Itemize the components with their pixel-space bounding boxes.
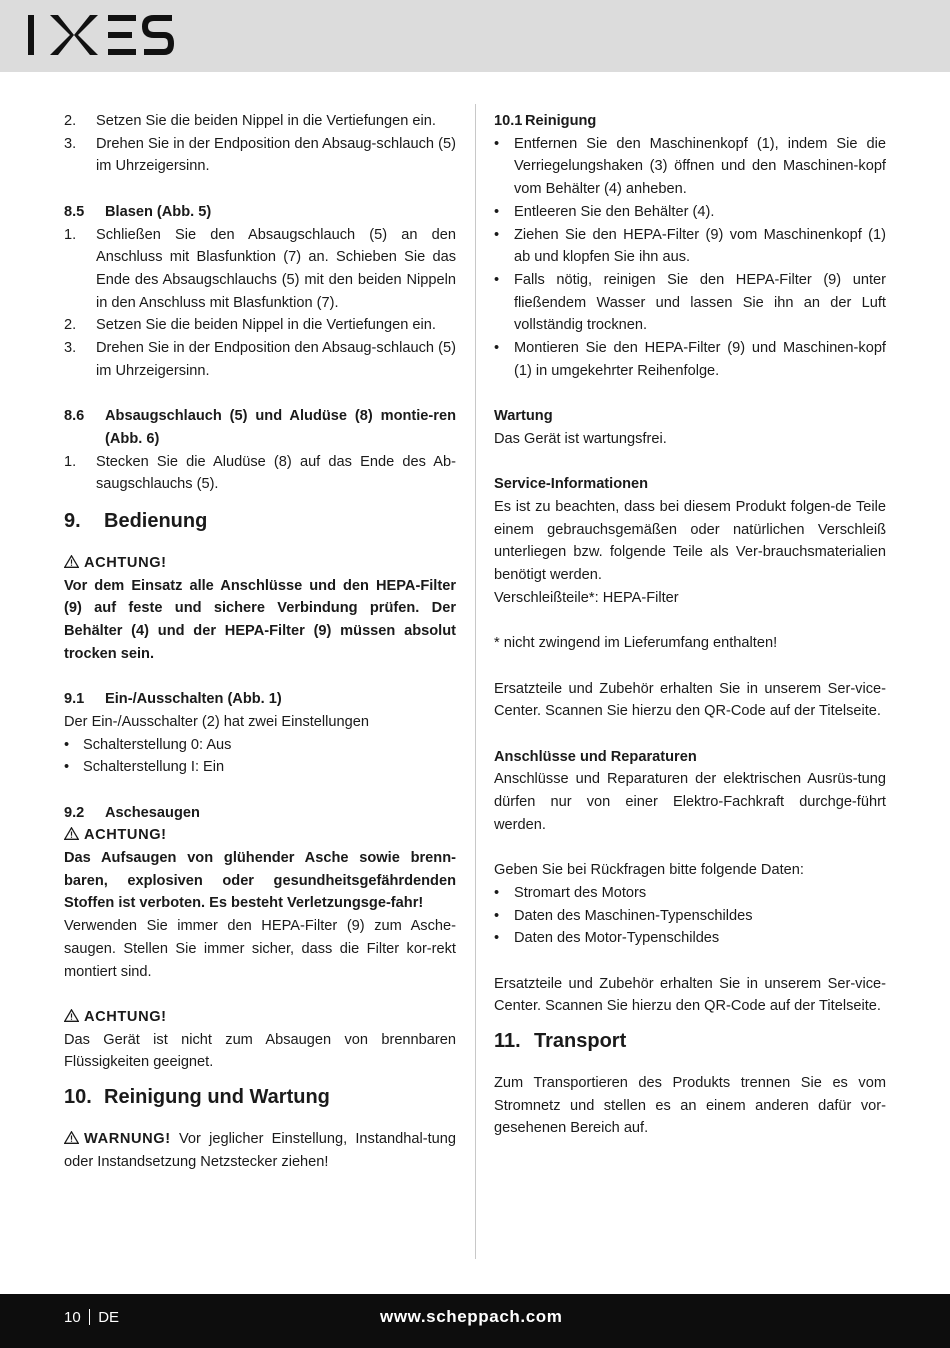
bullet-text: Entfernen Sie den Maschinenkopf (1), indem Sie die Verriegelungshaken (3) öffnen und den Maschinen-kopf vom Behälter (4) anheben. — [514, 135, 886, 198]
section-heading-8-5 — [64, 201, 456, 224]
page-footer — [0, 1294, 950, 1348]
list-item: • Ziehen Sie den HEPA-Filter (9) vom Maschinenkopf (1) ab und klopfen Sie ihn aus. — [494, 224, 886, 269]
footer-separator — [89, 1309, 91, 1325]
section-number: 8.6 — [64, 408, 85, 425]
step-number: 3. — [64, 135, 77, 152]
section-title: Aschesaugen — [105, 804, 200, 821]
warning-text: Das Aufsaugen von glühender Asche sowie brenn-baren, explosiven oder gesundheitsgefährdenden Stoffen ist verboten. Es besteht Verletzungsge-fahr! — [64, 850, 456, 912]
section-heading-10-1 — [494, 110, 886, 133]
chapter-title: Bedienung — [104, 509, 208, 532]
paragraph: Zum Transportieren des Produkts trennen Sie es vom Stromnetz und stellen es an einem anderen dafür vor-gesehenen Bereich auf. — [494, 1075, 886, 1137]
list-item: • Daten des Motor-Typenschildes — [494, 927, 886, 950]
list-item: • Falls nötig, reinigen Sie den HEPA-Filter (9) unter fließendem Wasser und lassen Sie ihn an der Luft vollständig trocknen. — [494, 269, 886, 337]
list-item — [64, 224, 456, 315]
list-item: • Entfernen Sie den Maschinenkopf (1), indem Sie die Verriegelungshaken (3) öffnen und den Maschinen-kopf vom Behälter (4) anheben. — [494, 133, 886, 201]
warning-label — [64, 824, 456, 847]
step-number: 2. — [64, 113, 77, 129]
paragraph: Anschlüsse und Reparaturen der elektrischen Ausrüs-tung dürfen nur von einer Elektro-Fachkraft durchge-führt werden. — [494, 771, 886, 833]
section-heading-9-1 — [64, 688, 456, 711]
step-text: Setzen Sie die beiden Nippel in die Vertiefungen ein. — [96, 113, 436, 129]
bullet-text: Montieren Sie den HEPA-Filter (9) und Maschinen-kopf (1) in umgekehrter Reihenfolge. — [514, 340, 886, 379]
step-text: Drehen Sie in der Endposition den Absaug-schlauch (5) im Uhrzeigersinn. — [96, 340, 456, 379]
bullet-text: Schalterstellung I: Ein — [83, 759, 225, 776]
page-number-value: 10 — [64, 1309, 81, 1326]
warning-text: Vor jeglicher Einstellung, Instandhal-tung oder Instandsetzung Netzstecker ziehen! — [64, 1131, 456, 1170]
warning-label — [64, 1006, 456, 1029]
step-text: Stecken Sie die Aludüse (8) auf das Ende des Ab-saugschlauchs (5). — [96, 453, 456, 493]
paragraph: Es ist zu beachten, dass bei diesem Produkt folgen-de Teile einem gebrauchsgemäßen oder natürlichen Verschleiß unterliegen bzw. folgende Teile als Ver-brauchsmaterialien benötigt werden. — [494, 498, 886, 584]
right-column — [494, 110, 886, 1140]
warning-triangle-icon — [64, 555, 79, 568]
warning-label-text: WARNUNG! — [84, 1131, 171, 1148]
list-item: • Schalterstellung 0: Aus — [64, 734, 456, 757]
bullet-text: Ziehen Sie den HEPA-Filter (9) vom Maschinenkopf (1) ab und klopfen Sie ihn aus. — [514, 226, 886, 266]
language-code: DE — [98, 1309, 120, 1326]
paragraph: Ersatzteile und Zubehör erhalten Sie in unserem Ser-vice-Center. Scannen Sie hierzu den QR-Code auf der Titelseite. — [494, 975, 886, 1015]
step-text: Setzen Sie die beiden Nippel in die Vertiefungen ein. — [96, 317, 436, 334]
section-title: Absaugschlauch (5) und Aludüse (8) montie-ren (Abb. 6) — [105, 408, 456, 447]
list-item: • Stromart des Motors — [494, 882, 886, 905]
paragraph: Ersatzteile und Zubehör erhalten Sie in unserem Ser-vice-Center. Scannen Sie hierzu den QR-Code auf der Titelseite. — [494, 680, 886, 720]
left-column — [64, 110, 456, 1173]
warning-triangle-icon — [64, 1009, 79, 1022]
bullet-text: Daten des Maschinen-Typenschildes — [514, 907, 753, 924]
section-title: Reinigung — [525, 113, 597, 129]
section-number: 8.5 — [64, 203, 85, 220]
bullet-text: Entleeren Sie den Behälter (4). — [514, 203, 715, 220]
chapter-heading-10 — [64, 1084, 456, 1110]
bullet-text: Schalterstellung 0: Aus — [83, 736, 232, 753]
footnote: * nicht zwingend im Lieferumfang enthalten! — [494, 635, 778, 652]
warning-label-text: ACHTUNG! — [84, 827, 167, 844]
step-number: 1. — [64, 453, 77, 470]
warning-label-text: ACHTUNG! — [84, 1008, 167, 1025]
list-item — [64, 110, 456, 133]
section-number: 9.1 — [64, 691, 85, 708]
list-item — [64, 314, 456, 337]
warning-text: Das Gerät ist nicht zum Absaugen von brennbaren Flüssigkeiten geeignet. — [64, 1031, 456, 1071]
warning-text: Vor dem Einsatz alle Anschlüsse und den HEPA-Filter (9) auf feste und sichere Verbindung prüfen. Der Behälter (4) und der HEPA-Filter (9) müssen absolut trocken sein. — [64, 577, 456, 662]
step-text: Drehen Sie in der Endposition den Absaug-schlauch (5) im Uhrzeigersinn. — [96, 135, 456, 175]
section-number: 10.1 — [494, 113, 523, 129]
wear-parts-line: Verschleißteile*: HEPA-Filter — [494, 589, 679, 606]
chapter-title: Transport — [534, 1030, 627, 1053]
bullet-text: Daten des Motor-Typenschildes — [514, 930, 720, 947]
section-heading-8-6 — [64, 405, 456, 450]
warning-paragraph — [64, 1128, 456, 1173]
list-item — [64, 133, 456, 178]
warning-triangle-icon — [64, 827, 79, 840]
step-number: 3. — [64, 340, 77, 357]
section-number: 9.2 — [64, 804, 85, 821]
section-title: Ein-/Ausschalten (Abb. 1) — [105, 691, 282, 708]
list-item: • Schalterstellung I: Ein — [64, 756, 456, 779]
repairs-heading: Anschlüsse und Reparaturen — [494, 748, 697, 765]
step-number: 1. — [64, 226, 77, 243]
chapter-title: Reinigung und Wartung — [104, 1086, 330, 1109]
section-heading-9-2 — [64, 802, 456, 825]
warning-label-text: ACHTUNG! — [84, 554, 167, 571]
paragraph: Das Gerät ist wartungsfrei. — [494, 430, 667, 447]
chapter-number: 10. — [64, 1086, 92, 1109]
section-title: Blasen (Abb. 5) — [105, 203, 212, 220]
list-item — [64, 337, 456, 382]
paragraph: Verwenden Sie immer den HEPA-Filter (9) zum Asche-saugen. Stellen Sie immer sicher, dass die Filter kor-rekt montiert sind. — [64, 918, 456, 980]
website-link[interactable]: www.scheppach.com — [380, 1307, 563, 1326]
chapter-heading-11 — [494, 1028, 886, 1054]
page-header — [0, 0, 950, 72]
bullet-text: Stromart des Motors — [514, 884, 647, 901]
chapter-number: 9. — [64, 509, 81, 532]
list-item: • Daten des Maschinen-Typenschildes — [494, 905, 886, 928]
paragraph: Der Ein-/Ausschalter (2) hat zwei Einstellungen — [64, 713, 369, 730]
chapter-number: 11. — [494, 1030, 521, 1053]
chapter-heading-9 — [64, 508, 456, 534]
page-number — [64, 1309, 119, 1326]
warning-label — [64, 552, 456, 575]
step-text: Schließen Sie den Absaugschlauch (5) an den Anschluss mit Blasfunktion (7) an. Schieben Sie das Ende des Absaugschlauchs (5) mit den beiden Nippeln in den Anschluss mit Blasfunktion (7). — [96, 226, 456, 311]
ixes-logo — [28, 14, 174, 56]
list-item: • Entleeren Sie den Behälter (4). — [494, 201, 886, 224]
list-item — [64, 451, 456, 496]
service-heading: Service-Informationen — [494, 476, 649, 493]
bullet-text: Falls nötig, reinigen Sie den HEPA-Filter (9) unter fließendem Wasser und lassen Sie ihn an der Luft vollständig trocknen. — [514, 271, 886, 334]
list-item: • Montieren Sie den HEPA-Filter (9) und Maschinen-kopf (1) in umgekehrter Reihenfolge. — [494, 337, 886, 382]
step-number: 2. — [64, 317, 77, 334]
column-divider — [475, 104, 476, 1259]
wartung-heading: Wartung — [494, 408, 553, 425]
warning-triangle-icon — [64, 1131, 79, 1144]
paragraph: Geben Sie bei Rückfragen bitte folgende Daten: — [494, 862, 804, 879]
